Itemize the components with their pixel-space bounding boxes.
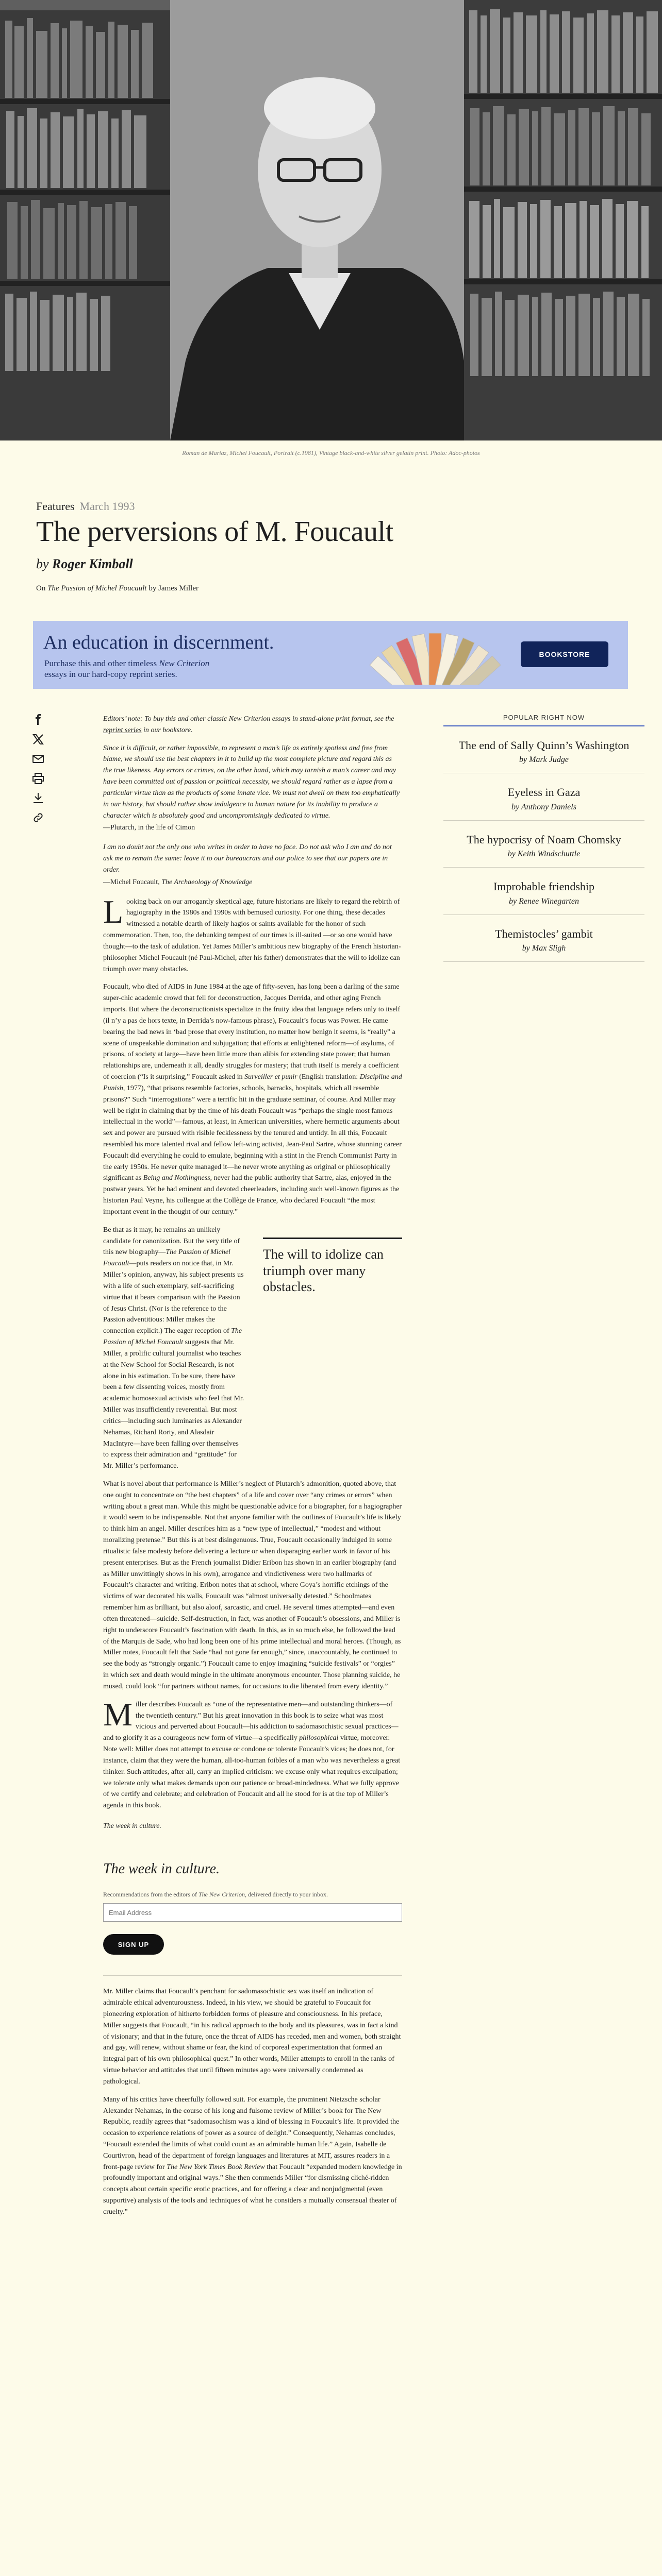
portrait-image	[0, 0, 662, 440]
popular-item[interactable]	[443, 726, 644, 773]
author-link[interactable]: Roger Kimball	[52, 556, 133, 571]
pull-quote-section	[103, 1225, 402, 1479]
popular-item[interactable]	[443, 821, 644, 868]
paragraph-3-text-a: Be that as it may, he remains an unlikely candidate for canonization. But the very title of this new biography—	[103, 1226, 240, 1257]
book-title: Surveiller et punir	[244, 1073, 297, 1081]
epigraph-foucault-attribution	[103, 877, 402, 888]
section-link[interactable]: Features	[36, 500, 75, 513]
attribution-title: The Archaeology of Knowledge	[161, 878, 253, 886]
popular-item-title[interactable]: The hypocrisy of Noam Chomsky	[467, 833, 621, 846]
newsletter-label	[103, 1890, 402, 1900]
attribution-prefix: —Michel Foucault,	[103, 878, 160, 886]
paragraph-6: Mr. Miller claims that Foucault’s penchant for sadomasochistic sex was itself an indication of admirable ethical adventurousness. Indeed, in his view, we should be grateful to Foucault for pioneering exploration of hitherto forbidden forms of pleasure and consciousness. In his preface, Miller suggests that Foucault, “in his radical approach to the body and its pleasures, was in fact a kind of visionary; and that in the future, once the threat of AIDS has receded, men and women, both straight and gay, will renew, without shame or fear, the kind of corporeal experimentation that formed an integral part of his own philosophical quest.” In other words, Miller attempts to enroll in the ranks of virtue behavior and attitudes that until fifteen minutes ago were universally condemned as pathological.	[103, 1988, 401, 2086]
paragraph-3	[103, 1225, 245, 1472]
email-field[interactable]	[103, 1903, 402, 1922]
paragraph-4: What is novel about that performance is Miller’s neglect of Plutarch’s admonition, quoted above, that one ought to concentrate on “the best chapters” of a life and cover over “any crimes or errors” when writing about a great man. While this might be questionable advice for a biographer, for a hagiographer it would seem to be indispensable. Not that anyone familiar with the outlines of Foucault’s life is likely to think him an angel. Miller describes him as a “new type of intellectual,” “modest and without moralizing pretense.” But this is at best disingenuous. True, Foucault occasionally indulged in some ritualistic false modesty before delivering a lecture or when disparaging earlier work in favor of his present enterprises. But as the French journalist Didier Eribon has shown in an earlier biography (and as Miller unwittingly shows in his own), arrogance and vindictiveness were two hallmarks of Foucault’s character and writing. Eribon notes that at school, where Goya’s horrific etchings of the victims of war decorated his walls, Foucault was “almost universally detested.” Schoolmates remember him as brilliant, but also aloof, sarcastic, and cruel. He several times attempted—and even often threatened—suicide. Self-destruction, in fact, was another of Foucault’s obsessions, and Miller is right to underscore Foucault’s fascination with death. In this, as in so much else, he followed the lead of the Marquis de Sade, who had long been one of his prime intellectual and moral heroes. (Though, as Miller notes, Foucault felt that Sade “had not gone far enough,” since, unaccountably, he continued to see the body as “strongly organic.”) Foucault came to enjoy imagining “suicide festivals” or “orgies” in which sex and death would mingle in the ultimate anonymous encounter. Those planning suicide, he mused, could look “for partners without names, for occasions to die liberated from every identity.”	[103, 1480, 402, 1690]
paragraph-3-text-c: suggests that Mr. Miller, a prolific cultural journalist who teaches at the New School for Social Research, is not alone in his estimation. To be sure, there have been a few dissenting voices, mostly from academic homosexual activists who feel that Mr. Miller was insufficiently reverential. But most critics—including such luminaries as Alexander Nehamas, Richard Rorty, and Alasdair MacIntyre—have been falling over themselves to express their admiration and “gratitude” for Mr. Miller’s performance.	[103, 1338, 244, 1470]
byline-prefix: by	[36, 556, 49, 571]
popular-item[interactable]	[443, 915, 644, 962]
promo-body-text: Purchase this and other timeless	[44, 658, 157, 668]
book-title: Being and Nothingness	[143, 1174, 210, 1182]
paragraph-1-text: ooking back on our arrogantly skeptical age, future historians are likely to regard the rebirth of hagiography in the 1980s and 1990s with bemused curiosity. For one thing, these decades witnessed a notable dearth of likely hagios or saints available for the honor of such commemoration. Then, too, the debunking tempest of our times is ill-suited —or so one would have thought—to the task of adulation. Yet James Miller’s ambitious new biography of the French historian-philosopher Michel Foucault (né Paul-Michel, after his father) demonstrates that the will to idolize can triumph over many obstacles.	[103, 897, 401, 973]
promo-body	[44, 658, 271, 680]
bookstore-promo-banner[interactable]	[33, 621, 628, 689]
epigraph-plutarch: Since it is difficult, or rather impossible, to represent a man’s life as entirely spotless and free from blame, we should use the best chapters in it to build up the most complete picture and regard this as the true likeness. Any errors or crimes, on the other hand, which may tarnish a man’s career and may have been committed out of passion or political necessity, we should regard rather as a lapse from a particular virtue than as the products of some innate vice. We must not dwell on them too emphatically in our history, but should rather show indulgence to human nature for its inability to produce a character which is absolutely good and uncompromisingly dedicated to virtue.	[103, 744, 400, 820]
paragraph-2	[103, 981, 402, 1217]
paragraph-2-text-b: (English translation:	[299, 1073, 358, 1081]
promo-body-text-2: essays in our hard-copy reprint series.	[44, 669, 177, 680]
popular-item-title[interactable]: The end of Sally Quinn’s Washington	[458, 739, 630, 752]
editors-note	[103, 714, 402, 736]
paragraph-7-text-a: Many of his critics have cheerfully followed suit. For example, the prominent Nietzsche scholar Alexander Nehamas, in the course of his long and fulsome review of Miller’s book for The New Republic, readily agrees that “sadomasochism was a kind of blessing in Foucault’s life. It provided the occasion to experience relations of power as a source of delight.” Consequently, Nehamas concludes, “Foucault extended the limits of what could count as an admirable human life.” Again, Isabelle de Courtivron, head of the department of foreign languages and literatures at MIT, assures readers in a front-page review for	[103, 2095, 400, 2171]
book-title: The Passion of Michel Foucault	[103, 1327, 242, 1347]
paragraph-7	[103, 2094, 402, 2218]
popular-sidebar	[443, 714, 644, 962]
drop-cap: L	[103, 893, 124, 930]
paragraph-2-text-c: , 1977), “that prisons resemble factories, schools, barracks, hospitals, which all resemble prisons?” Such “interrogations” were a terrific hit in the graduate seminar, of course. And Miller may well be right in claiming that by the time of his death Foucault was “perhaps the single most famous intellectual in the world”—famous, at least, in American universities, where hermetic arguments about sex and power are pursued with risible fecklessness by the tenured and untidy. In all this, Foucault resembled his more talented rival and fellow left-wing activist, Jean-Paul Sartre, whose stunning career Foucault did everything he could to emulate, beginning with a stint in the French Communist Party in the early 1950s. He never quite managed it—he never wrote anything as original or philosophically significant as	[103, 1084, 402, 1182]
sign-off: The week in culture.	[103, 1822, 162, 1831]
popular-item-title[interactable]: Improbable friendship	[493, 880, 595, 893]
issue-date-link[interactable]: March 1993	[79, 500, 135, 513]
paragraph-2-text-d: , never had the public authority that Sartre, alas, enjoyed in the postwar years. Yet he had eminent and devoted cheerleaders, including such well-known figures as the historian Paul Veyne, his colleague at the Collège de France, who declared Foucault “the most important event in the thought of our century.”	[103, 1174, 400, 1216]
reviewed-book	[36, 584, 500, 593]
editors-note-text: Editors’ note: To buy this and other classic New Criterion essays in stand-alone print format, see the	[103, 715, 394, 723]
paragraph-1	[103, 893, 402, 975]
article-body	[103, 714, 402, 2225]
paragraph-3-text-b: —puts readers on notice that, in Mr. Miller’s opinion, anyway, his subject presents us with a life of such exemplary, self-sacrificing virtue that it bears comparison with the Passion of Jesus Christ. (Nor is the reference to the Passion adventitious: Miller makes the connection explicit.) The eager reception of	[103, 1260, 244, 1335]
reprint-fan-image	[347, 628, 523, 685]
paragraph-2-text-a: Foucault, who died of AIDS in June 1984 at the age of fifty-seven, has long been a darling of the same super-chic academic crowd that fell for deconstruction, Jacques Derrida, and other aging French imports. But where the deconstructionists specialize in the fruity idea that language refers only to itself (il n’y a pas de hors texte, in Derrida’s now-famous phrase), Foucault’s focus was Power. He came bearing the bad news in ‘bad prose that every institution, no matter how benign it seems, is “really” a scene of unspeakable domination and subjugation; that efforts at enlightened reform—of asylums, of prisons, of society at large—have been little more than alibis for extending state power; that human relationships are, underneath it all, deadly struggles for mastery; that truth itself is merely a coefficient of coercion (“Is it surprising,” Foucault asked in	[103, 983, 401, 1081]
promo-headline: An education in discernment.	[43, 632, 274, 653]
pull-quote: The will to idolize can triumph over many obstacles.	[263, 1238, 402, 1295]
x-icon[interactable]	[32, 733, 44, 745]
paragraph-7-text-b: that Foucault “expanded modern knowledge in profoundly important and original ways.” She then commends Miller “for dismissing cliché-ridden concepts about certain specific erotic practices, and for offering a clear and nonjudgmental (even supportive) analysis of the tools and techniques of what he considers a mutually consensual theater of cruelty.”	[103, 2163, 402, 2216]
emphasis: philosophical	[299, 1734, 339, 1742]
newsletter-label-text: Recommendations from the editors of	[103, 1890, 197, 1898]
link-icon[interactable]	[32, 811, 44, 824]
reviewed-book-title: The Passion of Michel Foucault	[47, 584, 147, 592]
popular-item[interactable]	[443, 868, 644, 914]
book-title: The Passion of Michel Foucault	[103, 1248, 230, 1268]
paragraph-5-text-a: iller describes Foucault as “one of the representative men—and outstanding thinkers—of the twentieth century.” But his great innovation in this book is to seize what was most vicious and perverted about Foucault—his addiction to sadomasochistic sexual practices—and to glorify it as a courageous new form of virtue—a specifically	[103, 1700, 399, 1742]
kicker	[36, 500, 500, 513]
print-icon[interactable]	[32, 772, 44, 785]
share-bar	[32, 714, 47, 831]
popular-item[interactable]	[443, 773, 644, 820]
sidebar-heading: POPULAR RIGHT NOW	[503, 714, 585, 721]
photo-caption: Roman de Mariaz, Michel Foucault, Portrait (c.1981), Vintage black-and-white silver gelatin print. Photo: Adoc-photos	[182, 449, 480, 456]
bookstore-button[interactable]: BOOKSTORE	[521, 641, 608, 667]
epigraph-foucault: I am no doubt not the only one who writes in order to have no face. Do not ask who I am and do not ask me to remain the same: leave it to our bureaucrats and our police to see that our papers are in order.	[103, 843, 392, 874]
reviewed-book-author: James Miller	[158, 584, 198, 592]
article-header	[36, 500, 500, 593]
download-icon[interactable]	[32, 792, 44, 804]
onbook-prefix: On	[36, 584, 46, 592]
popular-item-author: by Renee Winegarten	[509, 896, 579, 906]
drop-cap: M	[103, 1696, 133, 1733]
hero-photo	[0, 0, 662, 440]
paragraph-5	[103, 1696, 402, 1811]
popular-item-title[interactable]: Eyeless in Gaza	[507, 786, 581, 799]
epigraph-plutarch-attribution: —Plutarch, in the life of Cimon	[103, 824, 195, 832]
editors-note-text-2: in our bookstore.	[143, 726, 193, 734]
popular-item-title[interactable]: Themistocles’ gambit	[495, 927, 593, 940]
sign-up-button[interactable]: SIGN UP	[103, 1934, 164, 1955]
popular-item-author: by Max Sligh	[522, 943, 566, 953]
popular-item-author: by Mark Judge	[519, 755, 569, 765]
reprint-series-link[interactable]: reprint series	[103, 726, 142, 734]
popular-item-author: by Anthony Daniels	[511, 802, 576, 811]
newsletter-label-text-2: , delivered directly to your inbox.	[244, 1890, 328, 1898]
newsletter-heading: The week in culture.	[103, 1860, 220, 1877]
page-title: The perversions of M. Foucault	[36, 516, 393, 548]
divider	[103, 1975, 402, 1976]
byline	[36, 556, 500, 572]
newsletter-publication: The New Criterion	[198, 1890, 245, 1898]
paragraph-5-text-b: virtue, moreover. Note well: Miller does not attempt to excuse or condone or tolerate Foucault’s vices; he does not, for instance, claim that they were the human, all-too-human foibles of a man who was nevertheless a great thinker. Such attitudes, after all, carry an implied criticism: we excuse only what requires exculpation; we tolerate only what makes demands upon our patience or broad-mindedness. What we fully approve of we certify and celebrate; and celebration of Foucault and all he stood for is at the top of Miller’s agenda in this book.	[103, 1734, 401, 1810]
popular-item-author: by Keith Windschuttle	[507, 850, 581, 859]
book-title: Discipline and Punish	[103, 1073, 402, 1092]
promo-publication: New Criterion	[159, 658, 210, 668]
email-icon[interactable]	[32, 753, 44, 765]
onbook-by: by	[148, 584, 157, 592]
facebook-icon[interactable]	[32, 714, 44, 726]
publication-title: The New York Times Book Review	[167, 2163, 265, 2171]
